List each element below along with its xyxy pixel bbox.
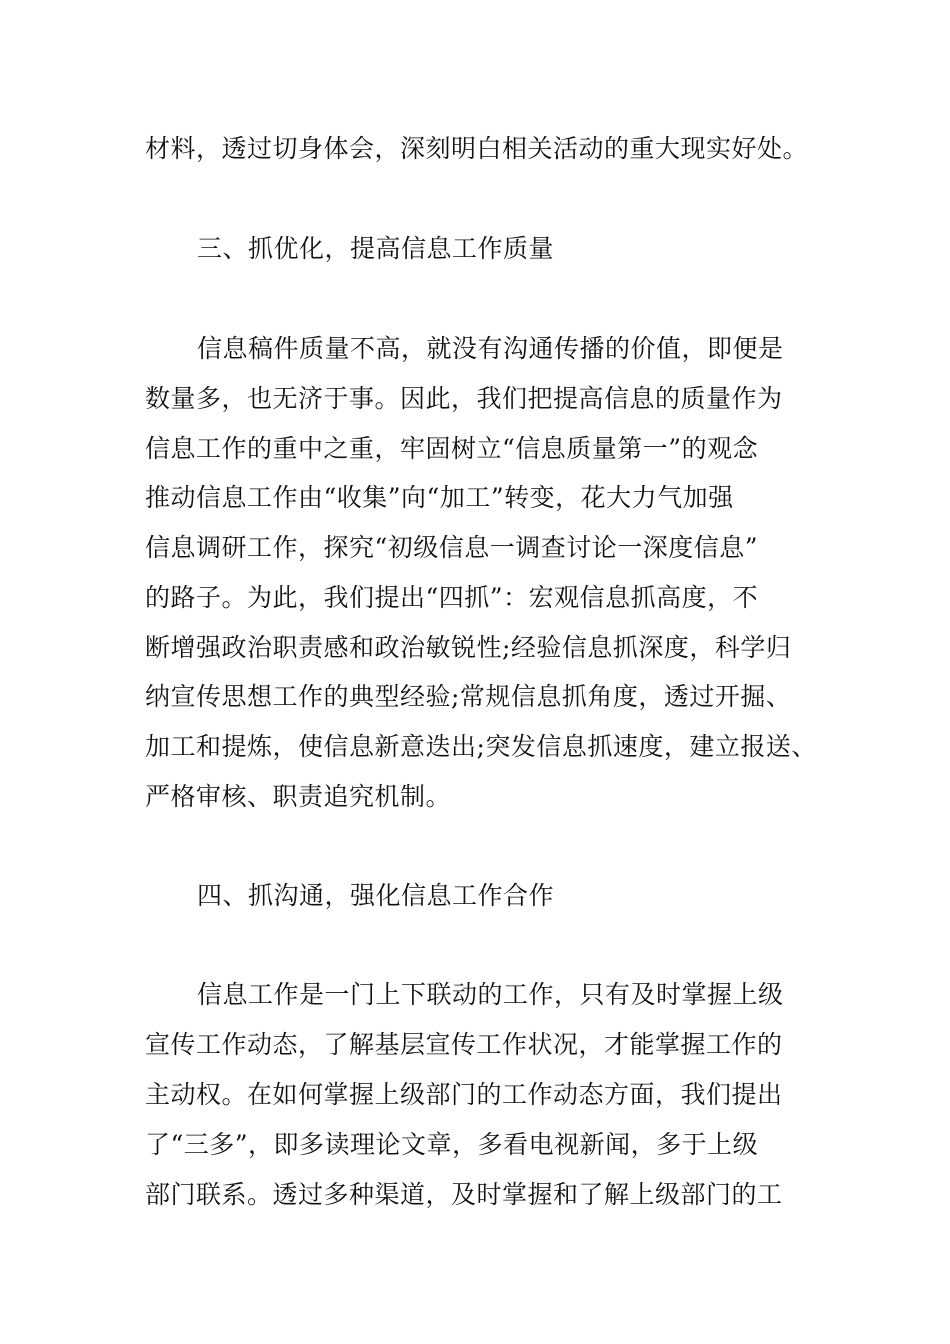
- paragraph-line: 严格审核、职责追究机制。: [145, 782, 452, 811]
- paragraph-line: 了“三多”，即多读理论文章，多看电视新闻，多于上级: [145, 1130, 759, 1159]
- paragraph-line: 纳宣传思想工作的典型经验;常规信息抓角度，透过开掘、: [145, 682, 792, 711]
- section-heading: 四、抓沟通，强化信息工作合作: [197, 881, 555, 910]
- paragraph-line: 主动权。在如何掌握上级部门的工作动态方面，我们提出: [145, 1080, 783, 1109]
- paragraph-line: 加工和提炼，使信息新意迭出;突发信息抓速度，建立报送、: [145, 732, 817, 761]
- paragraph-line: 数量多，也无济于事。因此，我们把提高信息的质量作为: [145, 384, 783, 413]
- paragraph-line: 部门联系。透过多种渠道，及时掌握和了解上级部门的工: [145, 1180, 783, 1209]
- paragraph-line: 信息工作的重中之重，牢固树立“信息质量第一”的观念: [145, 434, 759, 463]
- paragraph-line: 信息工作是一门上下联动的工作，只有及时掌握上级: [197, 980, 784, 1009]
- paragraph-line: 信息稿件质量不高，就没有沟通传播的价值，即便是: [197, 334, 784, 363]
- paragraph-line: 推动信息工作由“收集”向“加工”转变，花大力气加强: [145, 483, 734, 512]
- paragraph-line: 信息调研工作，探究“初级信息一调查讨论一深度信息”: [145, 533, 759, 562]
- paragraph-line: 断增强政治职责感和政治敏锐性;经验信息抓深度，科学归: [145, 633, 792, 662]
- paragraph-line: 材料，透过切身体会，深刻明白相关活动的重大现实好处。: [145, 134, 809, 163]
- paragraph-line: 的路子。为此，我们提出“四抓”：宏观信息抓高度，不: [145, 583, 759, 612]
- paragraph-line: 宣传工作动态，了解基层宣传工作状况，才能掌握工作的: [145, 1030, 783, 1059]
- section-heading: 三、抓优化，提高信息工作质量: [197, 234, 555, 263]
